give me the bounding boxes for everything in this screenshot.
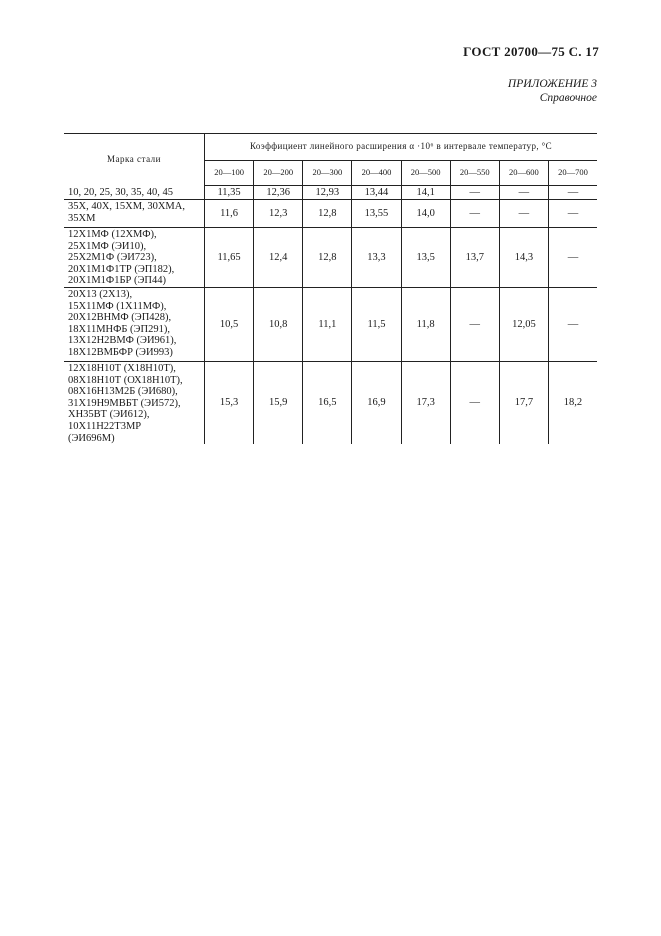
coefficient-value-cell: 15,9 (254, 361, 303, 444)
steel-grade-header: Марка стали (64, 134, 205, 186)
table-row (64, 361, 597, 444)
steel-grade-line: 10, 20, 25, 30, 35, 40, 45 (68, 186, 173, 198)
appendix-label: ПРИЛОЖЕНИЕ 3 (507, 78, 597, 90)
temperature-range-header: 20—100 (205, 161, 254, 186)
steel-grade-line: 20Х13 (2Х13), (68, 288, 133, 300)
page-header: ГОСТ 20700—75 С. 17 (463, 44, 599, 59)
coefficient-value-cell: — (499, 186, 548, 200)
coefficient-value-cell: 17,7 (499, 361, 548, 444)
steel-grade-line: 20Х1М1Ф1БР (ЭП44) (68, 275, 166, 287)
steel-grade-cell (64, 200, 205, 228)
appendix-subtitle: Справочное (539, 92, 597, 104)
steel-grade-line: 13Х12Н2ВМФ (ЭИ961), (68, 335, 177, 347)
coefficient-value-cell: 14,1 (401, 186, 450, 200)
steel-grade-line: 10Х11Н22Т3МР (68, 420, 142, 432)
coefficient-value-cell: — (450, 287, 499, 361)
coefficient-value-cell: 13,44 (352, 186, 401, 200)
coefficient-value-cell: 13,3 (352, 228, 401, 288)
coefficient-value-cell: 12,8 (303, 200, 352, 228)
table-row (64, 228, 597, 288)
table-row (64, 287, 597, 361)
coefficient-value-cell: 14,3 (499, 228, 548, 288)
steel-grade-cell (64, 287, 205, 361)
coefficient-value-cell: — (450, 200, 499, 228)
coefficient-value-cell: — (450, 186, 499, 200)
coefficient-value-cell: — (548, 186, 597, 200)
steel-grade-line: 12Х1МФ (12ХМФ), (68, 229, 157, 240)
coefficient-value-cell: 11,6 (205, 200, 254, 228)
coefficient-value-cell: 12,05 (499, 287, 548, 361)
temperature-range-header: 20—300 (303, 161, 352, 186)
expansion-coefficient-table (64, 133, 597, 444)
coefficient-value-cell: 12,3 (254, 200, 303, 228)
steel-grade-line: 18Х12ВМБФР (ЭИ993) (68, 346, 173, 358)
coefficient-value-cell: 14,0 (401, 200, 450, 228)
coefficient-value-cell: 11,1 (303, 287, 352, 361)
coefficient-value-cell: 12,93 (303, 186, 352, 200)
coefficient-value-cell: — (548, 200, 597, 228)
coefficient-value-cell: 11,5 (352, 287, 401, 361)
steel-grade-line: 20Х1М1Ф1ТР (ЭП182), (68, 263, 175, 275)
coefficient-caption: Коэффициент линейного расширения α ·10⁶ в интервале температур, °С (205, 134, 598, 161)
coefficient-value-cell: 18,2 (563, 397, 583, 409)
temperature-range-header: 20—200 (254, 161, 303, 186)
steel-grade-line: ХН35ВТ (ЭИ612), (68, 409, 150, 421)
coefficient-value-cell: 15,3 (205, 361, 254, 444)
coefficient-value-cell: 13,7 (450, 228, 499, 288)
steel-grade-cell (64, 361, 205, 444)
steel-grade-line: 18Х11МНФБ (ЭП291), (68, 323, 170, 335)
coefficient-value-cell: 16,9 (352, 361, 401, 444)
table-row (64, 186, 597, 200)
coefficient-value-cell: — (499, 200, 548, 228)
temperature-range-header: 20—700 (548, 161, 597, 186)
temperature-range-header: 20—400 (352, 161, 401, 186)
table-row (64, 200, 597, 228)
steel-grade-line: 25Х2М1Ф (ЭИ723), (68, 252, 157, 264)
coefficient-value-cell: 11,8 (401, 287, 450, 361)
steel-grade-line: 15Х11МФ (1Х11МФ), (68, 300, 167, 312)
steel-grade-cell (64, 186, 205, 200)
coefficient-value-cell: 12,4 (254, 228, 303, 288)
coefficient-value-cell: 13,5 (401, 228, 450, 288)
steel-grade-line: 35ХМ (68, 212, 96, 224)
temperature-range-header: 20—600 (499, 161, 548, 186)
steel-grade-line: (ЭИ696М) (68, 432, 115, 444)
steel-grade-line: 31Х19Н9МВБТ (ЭИ572), (68, 397, 181, 409)
coefficient-value-cell: 10,8 (254, 287, 303, 361)
coefficient-value-cell: 11,65 (205, 228, 254, 288)
coefficient-value-cell: 17,3 (401, 361, 450, 444)
steel-grade-line: 25Х1МФ (ЭИ10), (68, 240, 147, 252)
coefficient-value-cell: — (548, 287, 597, 361)
coefficient-value-cell: 12,8 (303, 228, 352, 288)
temperature-range-header: 20—500 (401, 161, 450, 186)
steel-grade-line: 20Х12ВНМФ (ЭП428), (68, 312, 172, 324)
coefficient-value-cell: — (450, 361, 499, 444)
steel-grade-cell (64, 228, 205, 288)
appendix-label-block (508, 77, 597, 105)
coefficient-value-cell: — (548, 228, 597, 288)
temperature-range-header: 20—550 (450, 161, 499, 186)
coefficient-value-cell: 13,55 (352, 200, 401, 228)
steel-grade-line: 12Х18Н10Т (Х18Н10Т), (68, 362, 176, 374)
steel-grade-line: 08Х16Н13М2Б (ЭИ680), (68, 386, 178, 398)
coefficient-value-cell: 12,36 (254, 186, 303, 200)
coefficient-value-cell: 16,5 (303, 361, 352, 444)
coefficient-value-cell: 10,5 (205, 287, 254, 361)
steel-grade-line: 08Х18Н10Т (ОХ18Н10Т), (68, 374, 183, 386)
steel-grade-line: 35Х, 40Х, 15ХМ, 30ХМА, (68, 201, 185, 212)
coefficient-value-cell: 11,35 (205, 186, 254, 200)
